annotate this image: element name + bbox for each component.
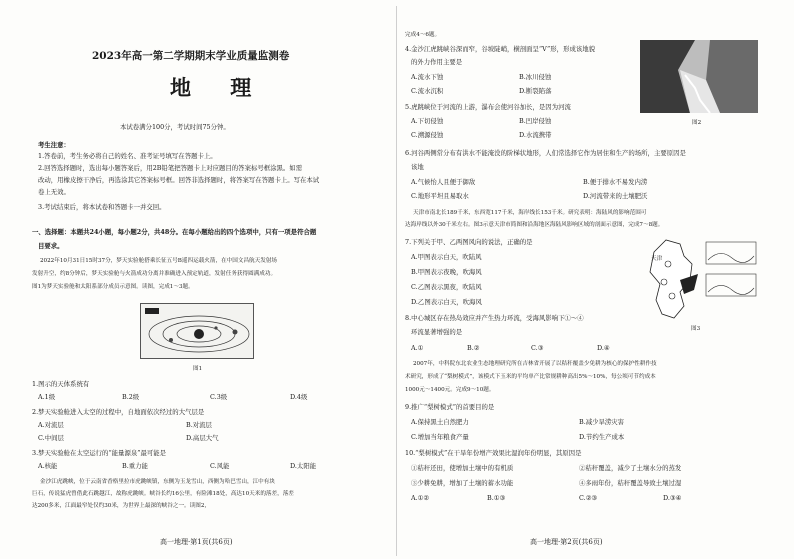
q6-option-b: B.便于排水不易发内涝 bbox=[583, 178, 648, 186]
q2-option-a: A.对流层 bbox=[38, 421, 64, 429]
q2-option-c: C.中间层 bbox=[38, 434, 64, 442]
page2-footer: 高一地理·第2页(共6页) bbox=[530, 538, 603, 546]
figure3-caption: 图3 bbox=[691, 326, 701, 332]
q4-option-d: D.断裂陷落 bbox=[519, 87, 552, 95]
q1-option-c: C.3级 bbox=[210, 393, 228, 401]
q5-option-d: D.水流携带 bbox=[519, 131, 552, 139]
q10-option-a: A.①② bbox=[411, 494, 430, 502]
q10-option-c: C.②③ bbox=[579, 494, 598, 502]
q5-stem: 5.虎跳峡位于河流的上游，瀑布会使河谷加长，是因为河流 bbox=[405, 103, 571, 111]
q3-option-b: B.重力能 bbox=[122, 462, 148, 470]
q7-option-c: C.乙图表示黑夜，吹陆风 bbox=[411, 283, 482, 291]
figure2-caption: 图2 bbox=[692, 120, 702, 126]
q7-option-d: D.乙图表示白天，吹海风 bbox=[411, 298, 482, 306]
q3-stem: 3.梦天实验舱在太空运行的“能量源泉”最可能是 bbox=[32, 449, 167, 457]
q8-option-a: A.① bbox=[411, 344, 424, 352]
figure3-tianjin-map bbox=[640, 234, 760, 322]
passage4-line1: 2007年，中科院东北农业生态地理研究所在吉林省开展了以秸秆覆盖少免耕为核心的保护性耕作技 bbox=[413, 361, 657, 367]
subject-title: 地 理 bbox=[170, 75, 268, 100]
solar-system-icon bbox=[141, 304, 253, 358]
notice-3: 3.考试结束后，将本试卷和答题卡一并交回。 bbox=[38, 203, 166, 211]
passage1-line2: 发射升空，约8分钟后，梦天实验舱与火箭成功分离并准确进入预定轨道，发射任务获得圆满成功。 bbox=[32, 271, 277, 277]
q3-option-d: D.太阳能 bbox=[290, 462, 317, 470]
q5-option-a: A.下切侵蚀 bbox=[411, 117, 444, 125]
page1-footer: 高一地理·第1页(共6页) bbox=[160, 538, 233, 546]
passage3-line2: 达海岸线以外30千米左右。图3示意天津市简图和沿海地区海陆风影响区域的剖面示意图，完成7～8题。 bbox=[405, 222, 664, 228]
q8-option-b: B.② bbox=[467, 344, 480, 352]
q8-option-c: C.③ bbox=[531, 344, 544, 352]
figure2-canyon-photo bbox=[640, 40, 758, 113]
q1-option-d: D.4级 bbox=[290, 393, 308, 401]
section1-heading-cont: 目要求。 bbox=[38, 242, 64, 250]
q9-option-d: D.节约生产成本 bbox=[579, 433, 625, 441]
figure3-label-tianjin: 天津 bbox=[651, 256, 663, 262]
q10-stem: 10.“梨树模式”在干旱年份增产效果比湿润年份明显，其原因是 bbox=[405, 449, 582, 457]
notice-2c: 卷上无效。 bbox=[38, 188, 70, 196]
q8-option-d: D.④ bbox=[597, 344, 610, 352]
q10-option-d: D.③④ bbox=[663, 494, 682, 502]
q3-option-a: A.核能 bbox=[38, 462, 58, 470]
q1-stem: 1.图示的天体系统有 bbox=[32, 380, 90, 388]
passage1-line3: 图1为梦天实验舱和太阳系部分成员示意图。读图，完成1～3题。 bbox=[32, 284, 194, 290]
q10-item-2: ②秸秆覆盖，减少了土壤水分的蒸发 bbox=[579, 464, 682, 472]
passage2-line3: 达200多米，江面最窄处仅约30米，为世界上最深的峡谷之一。读图2， bbox=[32, 503, 210, 509]
q4-option-b: B.冰川侵蚀 bbox=[519, 73, 552, 81]
q9-stem: 9.推广“梨树模式”的首要目的是 bbox=[405, 403, 495, 411]
q7-stem: 7.下列关于甲、乙两图风向的说法，正确的是 bbox=[405, 238, 533, 246]
q7-option-a: A.甲图表示白天，吹陆风 bbox=[411, 253, 482, 261]
q4-option-c: C.流水沉积 bbox=[411, 87, 444, 95]
section1-heading: 一、选择题：本题共24小题，每小题2分，共48分。在每小题给出的四个选项中，只有一项是符合题 bbox=[32, 228, 317, 236]
canyon-photo-icon bbox=[640, 40, 758, 113]
q6-option-c: C.地形平坦且易取水 bbox=[411, 192, 469, 200]
q5-option-b: B.凹岸侵蚀 bbox=[519, 117, 552, 125]
figure1-solar-system bbox=[140, 303, 254, 359]
q6-option-d: D.河流带来的土壤肥沃 bbox=[583, 192, 648, 200]
continued-note: 完成4～6题。 bbox=[405, 32, 441, 38]
q4-stem-line2: 的外力作用主要是 bbox=[411, 58, 463, 66]
q2-option-d: D.高层大气 bbox=[186, 434, 219, 442]
q4-stem-line1: 4.金沙江虎跳峡谷深而窄，谷坡陡峭，横剖面呈“V”形，形成该地貌 bbox=[405, 45, 596, 53]
exam-title: 2023年高一第二学期期末学业质量监测卷 bbox=[92, 50, 290, 62]
q10-option-b: B.①③ bbox=[487, 494, 506, 502]
q6-stem-line1: 6.河谷两侧常分布有洪水不能淹没的阶梯状地形，人们常选择它作为居住和生产的场所，主要原因是 bbox=[405, 149, 686, 157]
q2-stem: 2.梦天实验舱进入太空的过程中，自地面依次经过的大气层是 bbox=[32, 408, 205, 416]
q9-option-a: A.保持黑土自然肥力 bbox=[411, 418, 469, 426]
q1-option-b: B.2级 bbox=[122, 393, 140, 401]
q1-option-a: A.1级 bbox=[38, 393, 56, 401]
tianjin-map-icon bbox=[640, 234, 760, 322]
q8-stem-line1: 8.中心城区存在热岛效应并产生热力环流，受海风影响下①～④ bbox=[405, 314, 584, 322]
passage4-line3: 1000元～1400元。完成9～10题。 bbox=[405, 387, 495, 393]
q9-option-b: B.减少旱涝灾害 bbox=[579, 418, 625, 426]
q10-item-3: ③少耕免耕，增加了土壤的蓄水功能 bbox=[411, 479, 514, 487]
notice-heading: 考生注意： bbox=[38, 141, 70, 149]
passage3-line1: 天津市南北长189千米，东西宽117千米，海岸线长153千米。研究表明：海陆风的影响范围可 bbox=[413, 210, 647, 216]
passage2-line1: 金沙江虎跳峡，位于云南省香格里拉市虎跳峡镇，东侧为玉龙雪山，西侧为哈巴雪山，江中有块 bbox=[40, 479, 275, 485]
score-note: 本试卷满分100分，考试时间75分钟。 bbox=[120, 123, 230, 131]
passage1-line1: 2022年10月31日15时37分，梦天实验舱搭乘长征五号B遥四运载火箭，在中国文昌航天发射场 bbox=[40, 258, 278, 264]
q10-item-4: ④多雨年份，秸秆覆盖导致土壤过湿 bbox=[579, 479, 682, 487]
q7-option-b: B.甲图表示夜晚，吹海风 bbox=[411, 268, 482, 276]
notice-2b: 改动，用橡皮擦干净后，再选涂其它答案标号框。回答非选择题时，将答案写在答题卡上。写在本试 bbox=[38, 176, 320, 184]
q4-option-a: A.流水下蚀 bbox=[411, 73, 444, 81]
q6-option-a: A.气候怡人且便于御敌 bbox=[411, 178, 476, 186]
q6-stem-line2: 该地 bbox=[411, 163, 424, 171]
q3-option-c: C.风能 bbox=[210, 462, 230, 470]
figure1-caption: 图1 bbox=[193, 366, 203, 372]
q9-option-c: C.增加当年粮食产量 bbox=[411, 433, 469, 441]
q2-option-b: B.对流层 bbox=[186, 421, 212, 429]
notice-2: 2.回答选择题时，选出每小题答案后，用2B铅笔把答题卡上对应题目的答案标号框涂黑。如需 bbox=[38, 164, 303, 172]
right-page bbox=[397, 0, 794, 559]
passage4-line2: 术研究，形成了“梨树模式”，该模式下玉米的平均单产比常规耕种高出5%～10%，每公顷可节约成本 bbox=[405, 374, 656, 380]
notice-1: 1.答卷前，考生务必将自己的姓名、准考证号填写在答题卡上。 bbox=[38, 152, 217, 160]
q10-item-1: ①秸秆还田，使增加土壤中的有机质 bbox=[411, 464, 514, 472]
q5-option-c: C.溯源侵蚀 bbox=[411, 131, 444, 139]
passage2-line2: 巨石，传说猛虎曾借此石跳越江，故称虎跳峡。峡谷长约16公里，有险滩18处，高达10天米的落差，落差 bbox=[32, 491, 294, 497]
q8-stem-line2: 环流显著增强的是 bbox=[411, 328, 463, 336]
